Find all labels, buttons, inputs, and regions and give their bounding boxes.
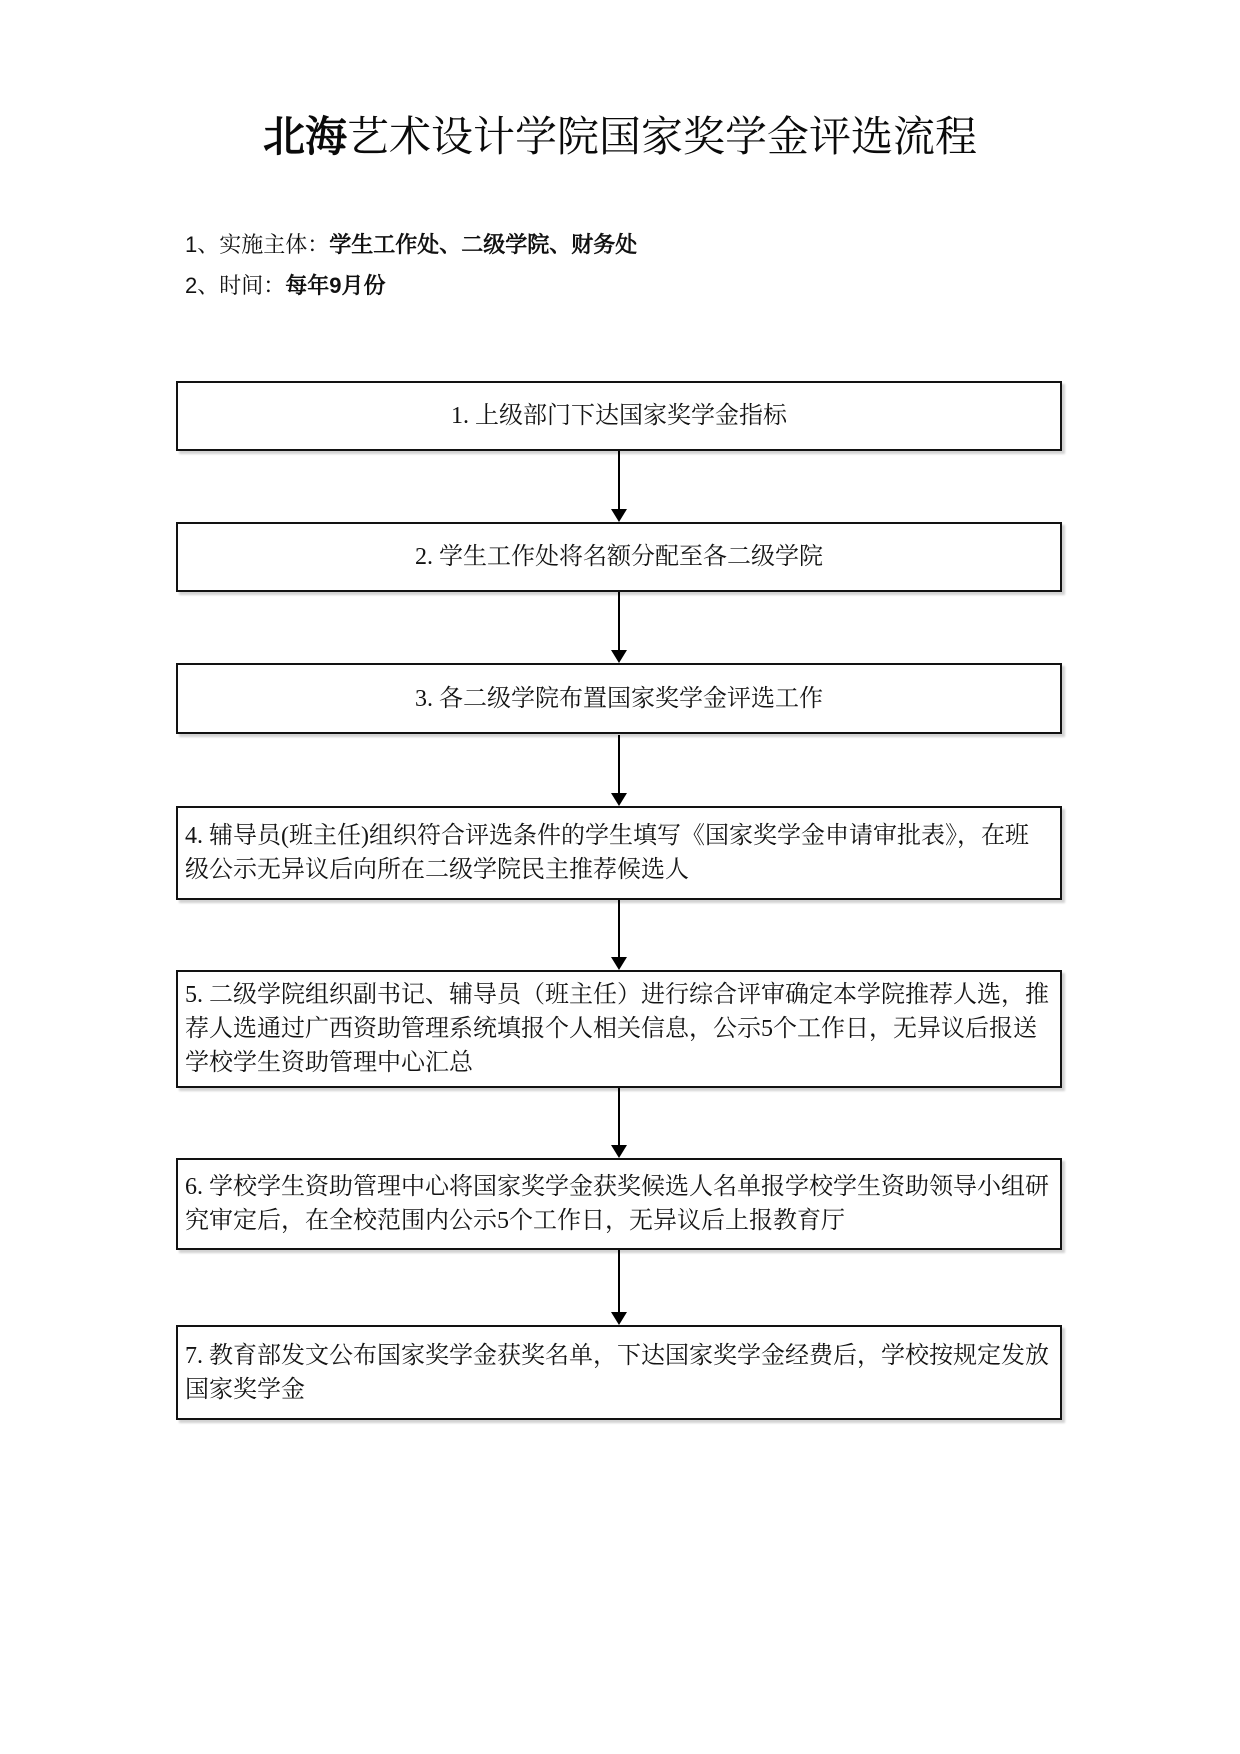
flow-step-2 xyxy=(176,522,1062,592)
arrow-shaft xyxy=(618,900,620,959)
flow-step-1 xyxy=(176,381,1062,451)
flow-step-4-text: 4. 辅导员(班主任)组织符合评选条件的学生填写《国家奖学金申请审批表》，在班级公示无异议后向所在二级学院民主推荐候选人 xyxy=(185,823,1029,883)
flow-arrow-4 xyxy=(611,900,627,970)
arrow-shaft xyxy=(618,451,620,511)
flow-arrow-5 xyxy=(611,1088,627,1158)
page-title xyxy=(0,112,1240,162)
arrow-shaft xyxy=(618,1088,620,1147)
arrow-down-icon xyxy=(611,793,627,806)
flow-arrow-1 xyxy=(611,451,627,522)
flow-step-5-text: 5. 二级学院组织副书记、辅导员（班主任）进行综合评审确定本学院推荐人选，推荐人选通过广西资助管理系统填报个人相关信息，公示5个工作日，无异议后报送学校学生资助管理中心汇总 xyxy=(185,982,1049,1076)
arrow-down-icon xyxy=(611,957,627,970)
intro-item-time xyxy=(185,271,386,301)
intro-time-value: 每年9月份 xyxy=(285,273,386,298)
arrow-shaft xyxy=(618,735,620,795)
flow-step-1-text: 1. 上级部门下达国家奖学金指标 xyxy=(451,403,787,429)
flow-arrow-6 xyxy=(611,1250,627,1325)
intro-item-subject xyxy=(185,230,637,260)
arrow-down-icon xyxy=(611,1312,627,1325)
flow-step-5 xyxy=(176,970,1062,1088)
flow-step-7 xyxy=(176,1325,1062,1420)
intro-subject-label: 1、实施主体： xyxy=(185,232,330,257)
flow-step-4 xyxy=(176,806,1062,900)
arrow-down-icon xyxy=(611,1145,627,1158)
flow-step-7-text: 7. 教育部发文公布国家奖学金获奖名单，下达国家奖学金经费后，学校按规定发放国家奖学金 xyxy=(185,1342,1049,1403)
arrow-down-icon xyxy=(611,509,627,522)
flow-step-3-text: 3. 各二级学院布置国家奖学金评选工作 xyxy=(415,685,823,712)
flow-arrow-3 xyxy=(611,735,627,806)
arrow-shaft xyxy=(618,1250,620,1314)
intro-time-label: 2、时间： xyxy=(185,273,286,298)
arrow-shaft xyxy=(618,592,620,652)
intro-subject-value: 学生工作处、二级学院、财务处 xyxy=(329,232,638,257)
page-title-text: 艺术设计学院国家奖学金评选流程 xyxy=(347,113,978,160)
flow-arrow-2 xyxy=(611,592,627,663)
flow-step-6 xyxy=(176,1158,1062,1250)
flow-step-3 xyxy=(176,663,1062,734)
flow-step-6-text: 6. 学校学生资助管理中心将国家奖学金获奖候选人名单报学校学生资助领导小组研究审定后，在全校范围内公示5个工作日，无异议后上报教育厅 xyxy=(185,1174,1049,1234)
page-title-emphasis: 北海 xyxy=(262,113,347,160)
flow-step-2-text: 2. 学生工作处将名额分配至各二级学院 xyxy=(415,544,823,570)
arrow-down-icon xyxy=(611,650,627,663)
